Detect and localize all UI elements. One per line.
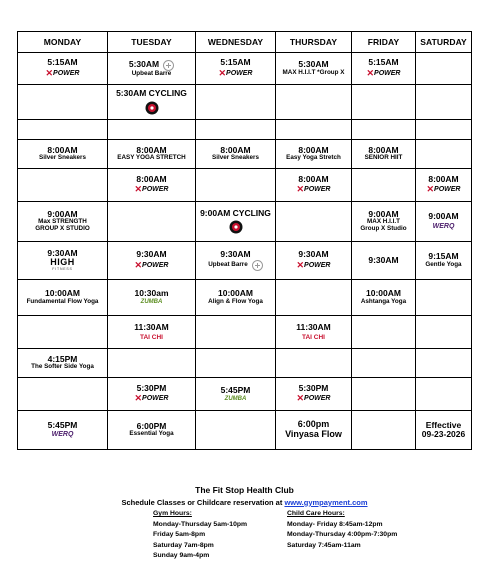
schedule-cell-tuesday (108, 316, 196, 349)
day-header-tuesday: TUESDAY (108, 32, 196, 53)
xpower-logo (427, 185, 461, 195)
schedule-cell-tuesday (108, 120, 196, 140)
schedule-cell-thursday (276, 169, 352, 202)
gym-hours-line: Saturday 7am-8pm (153, 541, 214, 549)
schedule-cell-monday (18, 202, 108, 242)
class-time: 5:15AM (368, 57, 399, 68)
tai-chi-logo: TAI CHI (140, 333, 163, 341)
schedule-cell-friday (352, 85, 416, 120)
schedule-cell-saturday (416, 140, 472, 169)
schedule-cell-saturday (416, 85, 472, 120)
class-time: 8:00AM (136, 173, 167, 184)
class-time: 8:00AM (298, 173, 329, 184)
class-entry (18, 355, 107, 371)
schedule-cell-monday (18, 378, 108, 411)
class-time: 5:30PM (298, 382, 329, 393)
schedule-cell-saturday (416, 242, 472, 280)
class-entry (196, 250, 275, 270)
class-entry (276, 60, 351, 76)
schedule-cell-wednesday (196, 140, 276, 169)
high-fitness-logo-text: HIGH (50, 257, 75, 268)
class-time: 5:15AM (220, 57, 251, 68)
class-entry (108, 60, 195, 78)
schedule-cell-thursday (276, 120, 352, 140)
schedule-row (18, 53, 472, 85)
gym-hours-line: Monday-Thursday 5am-10pm (153, 520, 248, 528)
schedule-cell-friday (352, 169, 416, 202)
schedule-row (18, 280, 472, 316)
schedule-cell-saturday (416, 349, 472, 378)
class-entry (18, 289, 107, 305)
schedule-row (18, 120, 472, 140)
class-name: Max STRENGTH (38, 218, 87, 226)
schedule-cell-thursday (276, 316, 352, 349)
schedule-row (18, 411, 472, 450)
xpower-logo-text: POWER (142, 186, 169, 194)
child-care-hours-title: Child Care Hours: (287, 510, 345, 517)
class-entry (108, 89, 195, 114)
club-name: The Fit Stop Health Club (195, 485, 294, 495)
child-care-hours (287, 509, 397, 551)
class-schedule-table (17, 31, 472, 450)
schedule-cell-saturday (416, 378, 472, 411)
schedule-cell-friday (352, 349, 416, 378)
class-name-row (208, 260, 263, 271)
class-time: 8:00AM (428, 173, 459, 184)
class-entry (18, 421, 107, 439)
class-name: SENIOR HIIT (364, 154, 403, 162)
reservation-text: Schedule Classes or Childcare reservation at (121, 498, 285, 507)
schedule-cell-wednesday (196, 280, 276, 316)
class-entry (416, 175, 471, 195)
schedule-cell-saturday (416, 120, 472, 140)
class-entry (108, 250, 195, 270)
schedule-cell-friday (352, 202, 416, 242)
class-time: 9:30AM (298, 249, 329, 260)
xpower-x-icon: ✕ (134, 259, 143, 270)
schedule-cell-wednesday (196, 169, 276, 202)
schedule-cell-tuesday (108, 85, 196, 120)
barre-icon (163, 60, 174, 71)
schedule-cell-monday (18, 316, 108, 349)
class-time: 5:15AM (47, 57, 78, 68)
class-entry (18, 146, 107, 162)
class-entry (276, 323, 351, 340)
schedule-cell-monday (18, 53, 108, 85)
schedule-cell-wednesday (196, 349, 276, 378)
class-entry (18, 58, 107, 78)
schedule-cell-monday (18, 349, 108, 378)
gym-hours-line: Friday 5am-8pm (153, 531, 206, 538)
schedule-cell-wednesday (196, 53, 276, 85)
class-time: 11:30AM (134, 322, 169, 333)
class-name: MAX H.I.I.T *Group X (282, 68, 345, 76)
class-time: 5:30AM (128, 59, 160, 70)
cycling-icon (229, 220, 243, 234)
class-entry (196, 58, 275, 78)
day-header-monday: MONDAY (18, 32, 108, 53)
class-entry (108, 289, 195, 306)
class-name: Align & Flow Yoga (208, 297, 263, 305)
class-time-row (129, 60, 174, 71)
xpower-logo (135, 185, 169, 195)
schedule-cell-tuesday (108, 242, 196, 280)
class-time: Effective (425, 419, 462, 430)
zumba-logo: ZUMBA (140, 299, 163, 306)
schedule-cell-monday (18, 169, 108, 202)
class-entry (108, 146, 195, 162)
class-time: 11:30AM (296, 322, 331, 333)
schedule-row (18, 169, 472, 202)
reservation-line (0, 498, 489, 507)
schedule-cell-tuesday (108, 280, 196, 316)
class-entry (108, 422, 195, 438)
schedule-cell-monday (18, 411, 108, 450)
cycling-icon (145, 101, 159, 115)
class-entry (352, 210, 415, 233)
class-time: 9:15AM (428, 251, 459, 262)
xpower-logo-text: POWER (142, 395, 169, 403)
class-entry (196, 289, 275, 305)
class-location: GROUP X STUDIO (35, 225, 90, 233)
xpower-x-icon: ✕ (296, 184, 305, 195)
xpower-logo-text: POWER (53, 69, 80, 77)
schedule-cell-wednesday (196, 411, 276, 450)
schedule-cell-thursday (276, 202, 352, 242)
werq-logo: WERQ (432, 222, 455, 230)
schedule-cell-saturday (416, 316, 472, 349)
class-name: Essential Yoga (129, 430, 174, 438)
schedule-cell-monday (18, 280, 108, 316)
class-time: 9:00AM (428, 211, 459, 222)
xpower-x-icon: ✕ (366, 67, 375, 78)
schedule-cell-tuesday (108, 411, 196, 450)
high-fitness-logo-subtext: FITNESS (52, 267, 73, 272)
class-time: 5:45PM (220, 384, 251, 395)
schedule-cell-saturday (416, 53, 472, 85)
class-entry (108, 175, 195, 195)
xpower-logo (367, 69, 401, 79)
class-time: 9:30AM (220, 249, 251, 260)
class-time: 10:00AM (366, 288, 401, 299)
schedule-cell-monday (18, 85, 108, 120)
class-entry (352, 256, 415, 265)
schedule-cell-saturday (416, 202, 472, 242)
day-header-wednesday: WEDNESDAY (196, 32, 276, 53)
class-time: 9:30AM (368, 254, 399, 265)
day-header-friday: FRIDAY (352, 32, 416, 53)
class-entry (196, 209, 275, 234)
schedule-row (18, 378, 472, 411)
class-entry (276, 146, 351, 162)
gympayment-link[interactable]: www.gympayment.com (284, 498, 368, 507)
class-time: 8:00AM (136, 144, 167, 155)
class-name: Upbeat Barre (208, 260, 248, 268)
schedule-row (18, 316, 472, 349)
class-name: The Softer Side Yoga (31, 363, 94, 371)
xpower-x-icon: ✕ (45, 67, 54, 78)
class-entry (416, 252, 471, 268)
schedule-cell-friday (352, 378, 416, 411)
xpower-x-icon: ✕ (134, 393, 143, 404)
class-entry (352, 58, 415, 78)
class-time: 9:30AM (47, 247, 78, 258)
xpower-logo (297, 185, 331, 195)
class-name: Easy Yoga Stretch (286, 154, 341, 162)
class-entry (108, 384, 195, 404)
class-time-row (220, 250, 250, 259)
day-header-row (18, 32, 472, 53)
day-header-thursday: THURSDAY (276, 32, 352, 53)
xpower-logo (135, 394, 169, 404)
schedule-cell-monday (18, 140, 108, 169)
schedule-cell-saturday (416, 411, 472, 450)
class-entry (276, 384, 351, 404)
schedule-cell-tuesday (108, 378, 196, 411)
gym-hours-line: Sunday 9am-4pm (153, 552, 210, 559)
class-time: 8:00AM (298, 144, 329, 155)
xpower-x-icon: ✕ (218, 67, 227, 78)
class-name: EASY YOGA STRETCH (117, 154, 186, 162)
tai-chi-logo: TAI CHI (302, 333, 325, 341)
class-time: 9:00AM (47, 208, 78, 219)
schedule-cell-tuesday (108, 349, 196, 378)
class-name: Upbeat Barre (131, 69, 172, 77)
schedule-cell-friday (352, 411, 416, 450)
class-time: 5:45PM (47, 419, 78, 430)
xpower-logo-text: POWER (374, 69, 401, 77)
schedule-body (18, 53, 472, 450)
schedule-row (18, 349, 472, 378)
xpower-logo-text: POWER (142, 261, 169, 269)
class-time: 8:00AM (368, 144, 399, 155)
xpower-logo-text: POWER (304, 261, 331, 269)
schedule-cell-saturday (416, 169, 472, 202)
class-name: Silver Sneakers (212, 154, 259, 162)
class-time: 8:00AM (47, 144, 78, 155)
class-time: 8:00AM (220, 144, 251, 155)
schedule-cell-saturday (416, 280, 472, 316)
child-care-hours-line: Monday-Thursday 4:00pm-7:30pm (287, 531, 398, 538)
class-time: 6:00PM (136, 420, 167, 431)
schedule-row (18, 202, 472, 242)
schedule-cell-thursday (276, 280, 352, 316)
xpower-logo (297, 261, 331, 271)
schedule-cell-monday (18, 242, 108, 280)
schedule-row (18, 242, 472, 280)
class-entry (276, 420, 351, 440)
class-name: Silver Sneakers (39, 154, 86, 162)
xpower-logo (46, 69, 80, 79)
xpower-logo (135, 261, 169, 271)
schedule-row (18, 85, 472, 120)
class-entry (276, 250, 351, 270)
schedule-cell-tuesday (108, 53, 196, 85)
schedule-cell-thursday (276, 53, 352, 85)
zumba-logo: ZUMBA (224, 395, 247, 402)
schedule-cell-monday (18, 120, 108, 140)
schedule-cell-wednesday (196, 316, 276, 349)
class-time: 5:30PM (136, 382, 167, 393)
schedule-cell-thursday (276, 378, 352, 411)
class-entry (352, 146, 415, 162)
schedule-cell-wednesday (196, 202, 276, 242)
xpower-x-icon: ✕ (426, 184, 435, 195)
schedule-cell-friday (352, 280, 416, 316)
class-entry (108, 323, 195, 340)
schedule-cell-thursday (276, 140, 352, 169)
class-time: 9:00AM (368, 208, 399, 219)
day-header-saturday: SATURDAY (416, 32, 472, 53)
class-entry (416, 212, 471, 230)
schedule-cell-thursday (276, 85, 352, 120)
class-name: Fundamental Flow Yoga (26, 297, 99, 305)
xpower-logo (297, 394, 331, 404)
xpower-logo-text: POWER (304, 186, 331, 194)
class-name: MAX H.I.I.T (367, 218, 400, 226)
schedule-cell-wednesday (196, 120, 276, 140)
schedule-cell-wednesday (196, 378, 276, 411)
class-time: 10:00AM (45, 288, 80, 299)
class-time: 5:30AM CYCLING (116, 88, 187, 99)
class-time: 9:00AM CYCLING (200, 207, 271, 218)
class-time: 10:30am (134, 288, 169, 299)
class-time: 10:00AM (218, 288, 253, 299)
schedule-cell-friday (352, 53, 416, 85)
gym-hours-title: Gym Hours: (153, 510, 192, 517)
class-entry (196, 146, 275, 162)
schedule-cell-wednesday (196, 242, 276, 280)
schedule-cell-tuesday (108, 202, 196, 242)
barre-icon (252, 260, 263, 271)
schedule-cell-wednesday (196, 85, 276, 120)
class-entry (276, 175, 351, 195)
class-time: 9:30AM (136, 249, 167, 260)
schedule-cell-friday (352, 316, 416, 349)
class-name: Ashtanga Yoga (360, 297, 407, 305)
xpower-logo-text: POWER (226, 69, 253, 77)
class-entry (196, 386, 275, 403)
class-time: 6:00pm (297, 419, 330, 430)
gym-hours (153, 509, 247, 562)
class-entry (352, 289, 415, 305)
schedule-cell-tuesday (108, 140, 196, 169)
xpower-x-icon: ✕ (134, 184, 143, 195)
class-time: 5:30AM (298, 59, 329, 70)
schedule-cell-thursday (276, 242, 352, 280)
class-location: Group X Studio (360, 225, 407, 233)
class-entry (416, 421, 471, 440)
class-time: 4:15PM (47, 353, 78, 364)
schedule-cell-thursday (276, 411, 352, 450)
class-entry (18, 210, 107, 233)
schedule-cell-thursday (276, 349, 352, 378)
class-entry (18, 249, 107, 272)
schedule-cell-friday (352, 120, 416, 140)
xpower-logo-text: POWER (434, 186, 461, 194)
effective-date: 09-23-2026 (421, 429, 466, 439)
schedule-cell-friday (352, 140, 416, 169)
child-care-hours-line: Monday- Friday 8:45am-12pm (287, 520, 383, 528)
schedule-cell-tuesday (108, 169, 196, 202)
werq-logo: WERQ (51, 431, 74, 439)
schedule-cell-friday (352, 242, 416, 280)
child-care-hours-line: Saturday 7:45am-11am (287, 541, 361, 549)
xpower-logo-text: POWER (304, 395, 331, 403)
schedule-row (18, 140, 472, 169)
xpower-x-icon: ✕ (296, 393, 305, 404)
xpower-logo (219, 69, 253, 79)
high-fitness-logo (50, 258, 75, 272)
class-name: Vinyasa Flow (285, 429, 342, 439)
xpower-x-icon: ✕ (296, 259, 305, 270)
class-name: Gentle Yoga (425, 260, 462, 268)
